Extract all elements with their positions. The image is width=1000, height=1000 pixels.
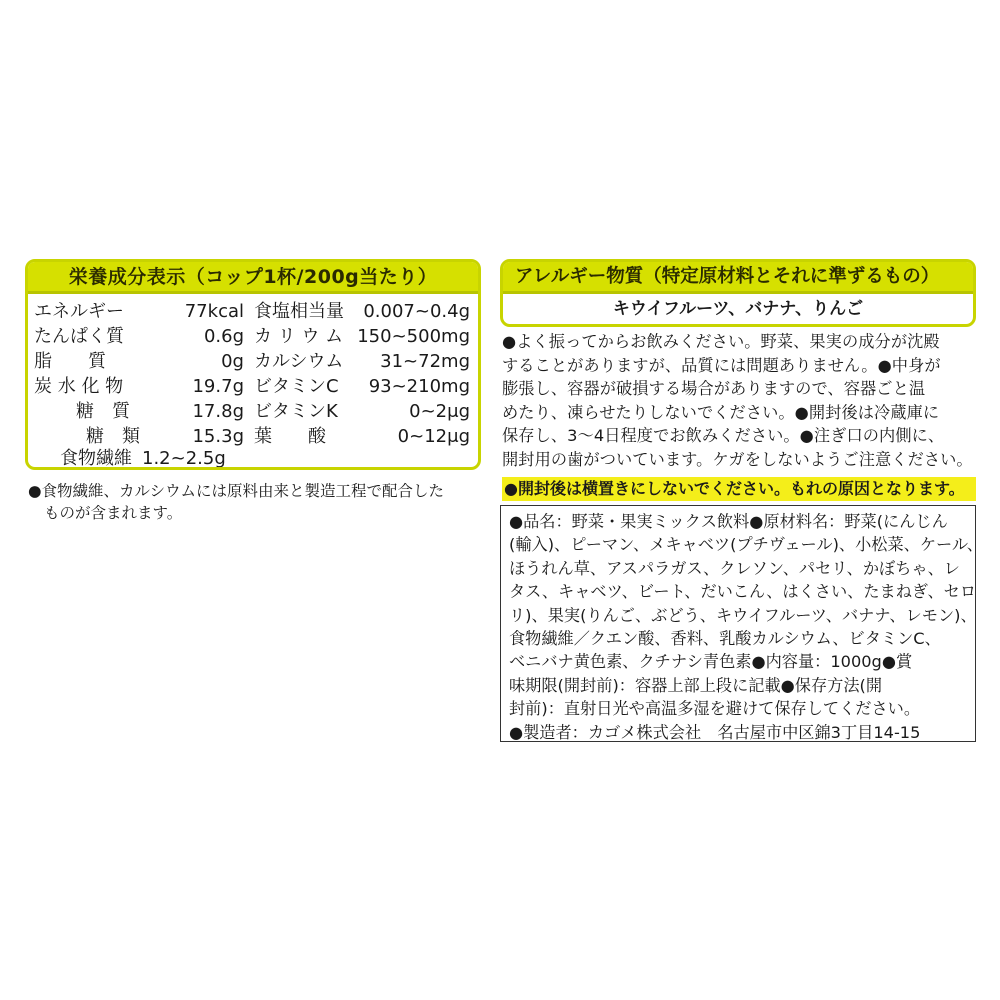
ingredient-line: ●製造者：カゴメ株式会社 名古屋市中区錦3丁目14-15 <box>509 722 921 742</box>
nutrient-label: カ リ ウ ム <box>254 326 344 347</box>
ingredient-line: 食物繊維／クエン酸、香料、乳酸カルシウム、ビタミンC、 <box>509 628 941 648</box>
nutrient-label: カルシウム <box>254 351 344 372</box>
nutrition-row-carbohydrate <box>34 374 244 399</box>
nutrient-value: 0~12μg <box>397 426 470 447</box>
nutrient-value: 17.8g <box>192 401 244 422</box>
ingredient-line: (輸入)、ピーマン、メキャベツ(プチヴェール)、小松菜、ケール、 <box>509 535 983 555</box>
nutrient-value: 0.007~0.4g <box>363 301 470 322</box>
nutrition-row-potassium <box>254 324 470 349</box>
nutrient-label: 脂 質 <box>34 351 106 372</box>
nutrition-title: 栄養成分表示（コップ1杯/200g当たり） <box>28 262 478 294</box>
ingredient-line: リ)、果実(りんご、ぶどう、キウイフルーツ、バナナ、レモン)、 <box>509 605 977 625</box>
ingredient-line: 味期限(開封前)：容器上部上段に記載●保存方法(開 <box>509 675 883 695</box>
nutrition-facts-panel <box>25 259 481 470</box>
care-line: 開封用の歯がついています。ケガをしないようご注意ください。 <box>502 449 973 469</box>
care-instructions <box>502 330 980 471</box>
care-line: ●よく振ってからお飲みください。野菜、果実の成分が沈殿 <box>502 332 940 351</box>
nutrient-label: 糖 質 <box>76 401 130 422</box>
allergen-title: アレルギー物質（特定原材料とそれに準ずるもの） <box>503 262 973 294</box>
nutrition-row-fiber <box>34 446 244 470</box>
nutrient-value: 0~2μg <box>409 401 470 422</box>
nutrition-row-folic-acid <box>254 424 470 449</box>
nutrition-row-sugar <box>34 399 244 424</box>
nutrition-row-salt <box>254 299 470 324</box>
ingredient-line: 封前)：直射日光や高温多湿を避けて保存してください。 <box>509 699 921 719</box>
storage-warning-highlight: ●開封後は横置きにしないでください。もれの原因となります。 <box>502 477 976 501</box>
ingredients-panel <box>500 505 983 742</box>
nutrient-value: 19.7g <box>192 376 244 397</box>
ingredient-line: ベニバナ黄色素、クチナシ青色素●内容量：1000g●賞 <box>509 652 913 672</box>
nutrition-row-calcium <box>254 349 470 374</box>
ingredient-line: ●品名：野菜・果実ミックス飲料●原材料名：野菜(にんじん <box>509 512 948 531</box>
nutrition-row-energy <box>34 299 244 324</box>
allergen-items: キウイフルーツ、バナナ、りんご <box>612 299 864 319</box>
nutrient-label: 炭 水 化 物 <box>34 376 124 397</box>
nutrient-label: 食塩相当量 <box>254 301 344 322</box>
care-line: 保存し、3～4日程度でお飲みください。●注ぎ口の内側に、 <box>502 426 945 445</box>
care-line: 膨張し、容器が破損する場合がありますので、容器ごと温 <box>502 379 926 398</box>
ingredient-line: ほうれん草、アスパラガス、クレソン、パセリ、かぼちゃ、レ <box>509 558 960 578</box>
care-line: することがありますが、品質には問題ありません。●中身が <box>502 355 941 375</box>
nutrition-footnote <box>28 480 488 524</box>
ingredient-line: タス、キャベツ、ビート、だいこん、はくさい、たまねぎ、セロ <box>509 582 977 602</box>
nutrient-value: 15.3g <box>192 426 244 447</box>
nutrient-value: 0.6g <box>203 326 244 347</box>
nutrition-row-protein <box>34 324 244 349</box>
nutrient-value: 31~72mg <box>380 351 470 372</box>
footnote-line: ものが含まれます。 <box>44 504 183 522</box>
nutrient-label: ビタミンK <box>254 401 338 422</box>
nutrient-value: 93~210mg <box>368 376 470 397</box>
nutrient-value: 77kcal <box>184 301 244 322</box>
nutrient-label: 糖 類 <box>86 426 140 447</box>
footnote-line: ●食物繊維、カルシウムには原料由来と製造工程で配合した <box>28 482 444 500</box>
nutrient-label: たんぱく質 <box>34 326 124 347</box>
nutrient-value: 1.2~2.5g <box>142 448 226 469</box>
nutrient-label: エネルギー <box>34 301 124 322</box>
nutrition-row-vitamin-c <box>254 374 470 399</box>
nutrient-label: 葉 酸 <box>254 426 326 447</box>
nutrient-label: ビタミンC <box>254 376 339 397</box>
nutrient-label: 食物繊維 <box>60 448 132 469</box>
nutrition-row-vitamin-k <box>254 399 470 424</box>
nutrient-value: 150~500mg <box>357 326 470 347</box>
care-line: めたり、凍らせたりしないでください。●開封後は冷蔵庫に <box>502 402 940 422</box>
nutrient-value: 0g <box>221 351 244 372</box>
nutrition-row-fat <box>34 349 244 374</box>
allergen-panel <box>500 259 976 327</box>
